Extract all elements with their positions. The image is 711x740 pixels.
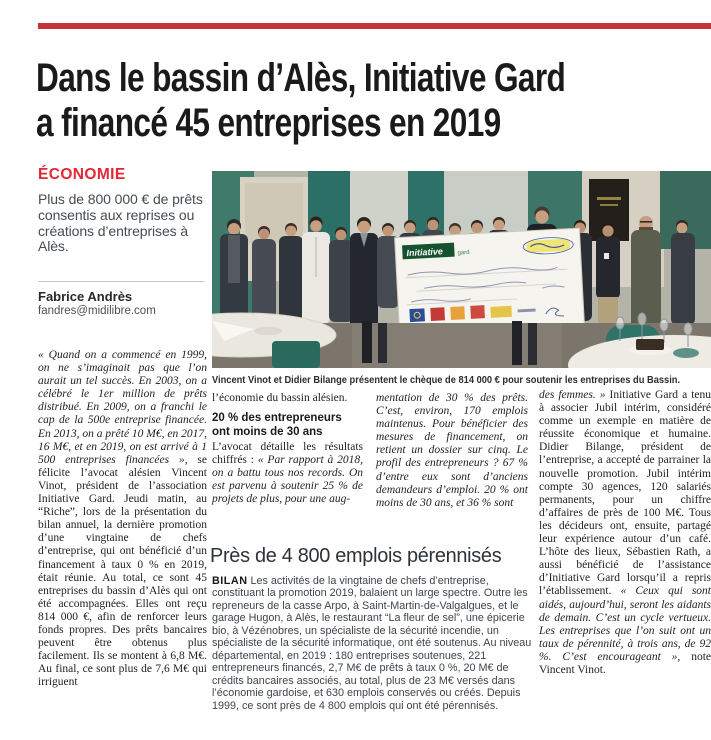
column-quote: « Par rapport à 2018, on a battu tous nos records. On est parvenu à soutenir 25 % de projets de plus, pour une aug- [212,454,363,506]
top-red-rule [38,23,711,29]
sub-article-heading: Près de 4 800 emplois pérennisés [210,544,502,567]
check-logo-text: Initiative [406,246,444,259]
left-text-column [38,349,207,689]
person-bald-man [631,216,661,332]
column-intro: l’économie du bassin alésien. [212,392,348,404]
crosshead: 20 % des entrepreneurs ont moins de 30 ans [212,412,342,438]
cake [636,339,664,350]
column-text: Initiative Gard a tenu à associer Jubil intérim, considéré comme un exemple en matière de réussite économique et humaine. Didier Bilange, président de l’entreprise, a accepté de parrainer la nouvelle promotion. Jubil intérim compte 30 agences, 120 salariés permanents, pour un chiffre d’affaires de près de 100 M€. Tous les décideurs ont, ensuite, partagé leur expérience autour d’un café. L’hôte des lieux, Sébastien Rath, a aussi bénéficié de l’assistance d’Initiative Gard lorsqu’il a repris l’établissement. [539,389,711,598]
author-name: Fabrice Andrès [38,289,133,304]
column-lead-in: L’avocat détaille les résultats chiffrés : [212,441,363,467]
article-photo [212,171,711,368]
teal-chair-left [272,341,320,368]
bilan-label: BILAN [212,575,248,587]
check-logo-suffix: gard [457,249,470,257]
photo-caption [212,374,711,388]
author-email: fandres@midilibre.com [38,305,156,317]
person [671,220,695,325]
person [252,226,276,323]
body-column-3 [539,389,711,677]
standfirst: Plus de 800 000 € de prêts consentis aux reprises ou créations d’entreprises à Alès. [38,191,203,255]
person [279,223,303,322]
person-vincent-vinot [350,217,378,329]
column-outro: , note Vincent Vinot. [539,650,711,676]
person [596,223,620,324]
person [220,219,248,324]
photo-caption-text: Vincent Vinot et Didier Bilange présentent le chèque de 814 000 € pour soutenir les entreprises du Bassin. [212,374,681,386]
left-column-rest: , se félicite l’avocat alésien Vincent Vinot, président de l’association Initiative Gard. Jeudi matin, au “Riche”, lors de la présentation du bilan annuel, la dernière promotion d’une vingtaine de chefs d’entreprise, qui ont bénéficié d’un financement à taux 0 % en 2019, était réunie. Au total, ce sont 45 entreprises du bassin d’Alès qui ont été accompagnées. Elles ont reçu 814 000 €, afin de renforcer leurs fonds propres. Des prêts bancaires peuvent être obtenus plus facilement. Ils se montent à 6,8 M€. Au final, ce sont plus de 7,6 M€ qui irriguent [38,453,207,689]
body-column-1 [212,392,363,507]
headline-line-1: Dans le bassin d’Alès, Initiative Gard [36,56,566,100]
page-title [36,56,676,146]
bilan-text: Les activités de la vingtaine de chefs d’entreprise, constituant la promotion 2019, balaient un large spectre. Outre les repreneurs de la casse Arpo, à Saint-Martin-de-Valgalgues, et le garage Hugon, à Alès, le restaurant “La fleur de sel”, une épicerie bio, à Vézénobres, un spécialiste de la sécurité incendie, un spécialiste de la sécurité informatique, ont été soutenus. Au niveau départemental, en 2019 : 180 entreprises soutenues, 221 entrepreneurs financés, 2,7 M€ de prêts à taux 0 %, 20 M€ de crédits bancaires associés, au total, plus de 23 M€ versés dans l’économie gardoise, et 630 emplois conservés ou créés. Depuis 1999, ce sont près de 4 800 emplois qui ont été pérennisés. [212,575,532,712]
closing-quote: « Ceux qui sont aidés, aujourd’hui, seront les aidants de demain. C’est un cycle vertueux. Les entreprises que l’on suit ont un taux de pérennité, à trois ans, de 92 %. C’est encourageant » [539,585,711,663]
headline-line-2: a financé 45 entreprises en 2019 [36,101,501,145]
body-column-2 [376,392,528,510]
group-photo-illustration [212,171,711,368]
sub-article-body [212,575,534,712]
person [329,227,353,322]
person-chef [302,217,330,325]
byline-divider [38,281,204,282]
left-column-quote: « Quand on a commencé en 1999, on ne s’imaginait pas que l’on aurait un tel succès. En 2003, on a célébré le 1er million de prêts distribué. En 2009, on a franchi le cap de la 500e entreprise financée. En 2013, on a prêté 10 M€, en 2017, 16 M€, et en 2019, on est arrivé à 1 500 entreprises financées » [38,349,207,466]
column-quote-continued: mentation de 30 % des prêts. C’est, environ, 170 emplois maintenus. Pour bénéficier des mesures de financement, on retient un dossier sur cinq. Le profil des entrepreneurs ? 67 % d’entre eux sont d’anciens demandeurs d’emploi. 20 % ont moins de 30 ans, et 36 % sont [376,392,528,509]
section-kicker: ÉCONOMIE [38,166,126,183]
quote-end: des femmes. » [539,389,606,401]
giant-check [395,228,585,334]
